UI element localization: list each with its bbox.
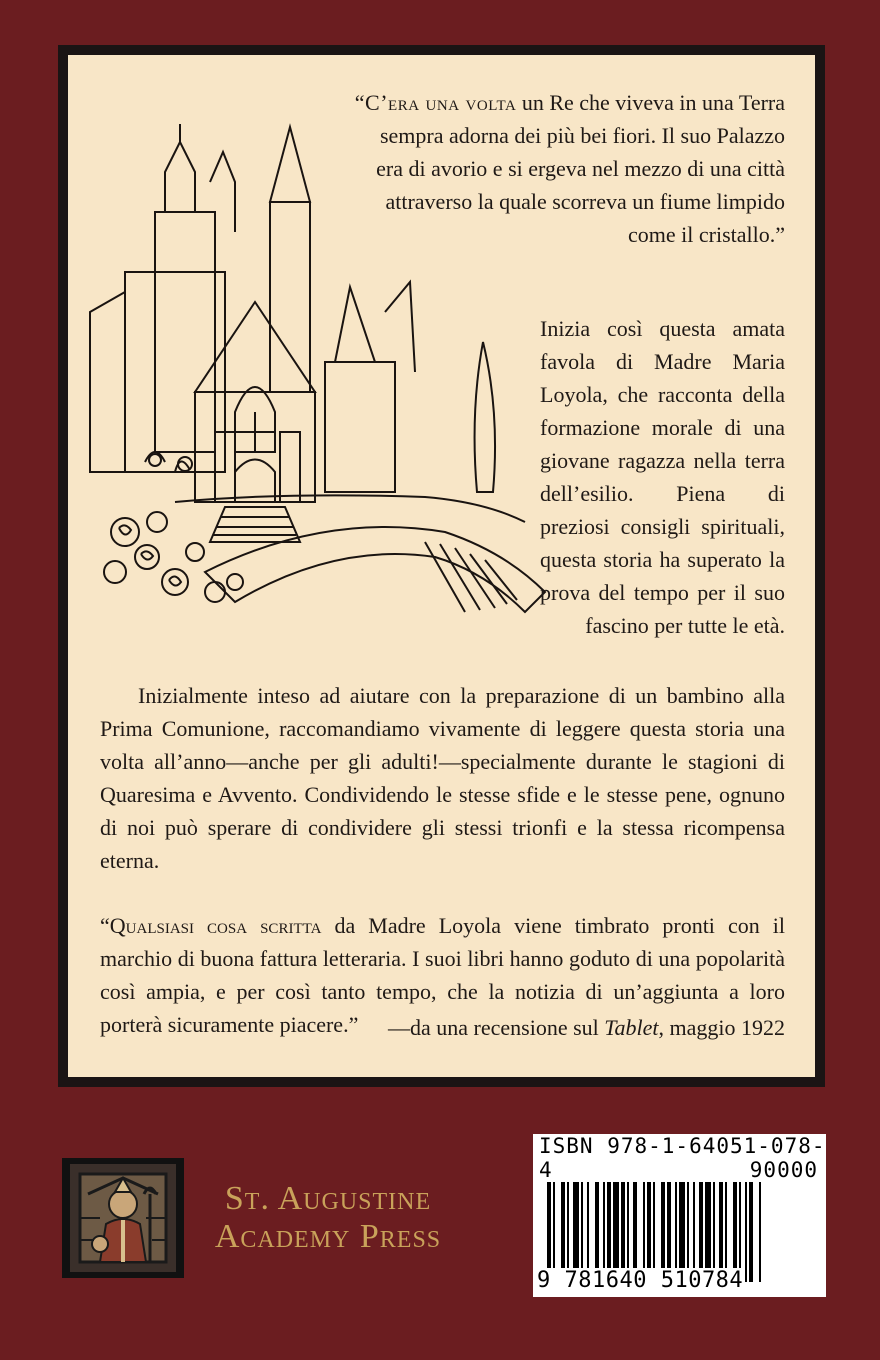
barcode-bar — [749, 1182, 753, 1282]
barcode-bar — [607, 1182, 611, 1282]
opening-quote-smallcaps: “C’era una volta — [354, 90, 517, 115]
opening-quote-rest: che viveva in una Terra sempra adorna dei più bei fiori. Il suo Palazzo era di avorio e si ergeva nel mezzo di una città attraverso la quale scorreva un fiume limpido come il cristallo.” — [376, 90, 785, 247]
barcode-bar — [603, 1182, 605, 1282]
barcode-bar — [595, 1182, 599, 1282]
barcode-bar — [647, 1182, 651, 1282]
barcode-bar — [667, 1182, 671, 1282]
barcode-bar — [739, 1182, 741, 1282]
barcode-bar — [581, 1182, 583, 1282]
publisher-logo — [62, 1158, 184, 1278]
price-code: 90000 — [749, 1158, 818, 1182]
isbn-label: ISBN 978-1-64051-078-4 — [539, 1134, 826, 1182]
review-quote-smallcaps: “Qualsiasi cosa scritta — [100, 913, 322, 938]
stained-glass-bishop-icon — [70, 1164, 176, 1272]
body-paragraph: Inizialmente inteso ad aiutare con la preparazione di un bambino alla Prima Comunione, raccomandiamo vivamente di leggere questa storia una volta all’anno—anche per gli adulti!—specialmente durante le stagioni di Quaresima e Avvento. Condividendo le stesse sfide e le stesse pene, ognuno di noi può sperare di condividere gli stessi trionfi e la stessa ricompensa eterna. — [100, 683, 785, 873]
review-quote-rest: da Madre Loyola viene timbrato pronti con il marchio di buona fattura letteraria. I suoi libri hanno goduto di una popolarità così ampia, e per così tanto tempo, che la notizia di un’aggiunta a loro porterà sicuramente piacere.” — [100, 913, 785, 1037]
barcode-bar — [687, 1182, 689, 1282]
barcode-bar — [745, 1182, 747, 1282]
isbn-barcode — [533, 1134, 826, 1297]
barcode-bar — [643, 1182, 645, 1282]
barcode-bar — [653, 1182, 655, 1282]
attribution-source: Tablet — [604, 1015, 659, 1040]
intro-paragraph: Inizia così questa amata favola di Madre Maria Loyola, che racconta della formazione morale di una giovane ragazza nella terra dell’esilio. Piena di preziosi consigli spirituali, questa storia ha superato la prova del tempo per il suo fascino per tutte le età. — [540, 316, 785, 638]
barcode-bar — [759, 1182, 761, 1282]
barcode-bar — [573, 1182, 579, 1282]
barcode-bar — [699, 1182, 703, 1282]
barcode-bar — [547, 1182, 551, 1282]
barcode-bar — [675, 1182, 677, 1282]
barcode-bars — [547, 1182, 817, 1282]
barcode-bar — [733, 1182, 737, 1282]
publisher-line-2: Academy Press — [214, 1218, 442, 1255]
barcode-bar — [553, 1182, 555, 1282]
barcode-bar — [613, 1182, 619, 1282]
barcode-bar — [621, 1182, 625, 1282]
barcode-bar — [719, 1182, 723, 1282]
barcode-bar — [693, 1182, 695, 1282]
attribution-suffix: , maggio 1922 — [658, 1015, 785, 1040]
barcode-bar — [561, 1182, 565, 1282]
barcode-bar — [633, 1182, 637, 1282]
barcode-bar — [725, 1182, 727, 1282]
review-attribution — [100, 1011, 785, 1044]
barcode-bar — [567, 1182, 569, 1282]
opening-quote — [353, 86, 785, 251]
barcode-bar — [661, 1182, 665, 1282]
publisher-name — [198, 1180, 458, 1256]
opening-quote-king: un Re — [521, 90, 574, 115]
barcode-digits: 9 781640 510784 — [537, 1268, 744, 1293]
barcode-bar — [627, 1182, 629, 1282]
barcode-bar — [713, 1182, 715, 1282]
barcode-bar — [587, 1182, 589, 1282]
publisher-line-1: St. Augustine — [224, 1180, 432, 1217]
attribution-prefix: —da una recensione sul — [388, 1015, 599, 1040]
barcode-bar — [679, 1182, 685, 1282]
barcode-bar — [705, 1182, 711, 1282]
